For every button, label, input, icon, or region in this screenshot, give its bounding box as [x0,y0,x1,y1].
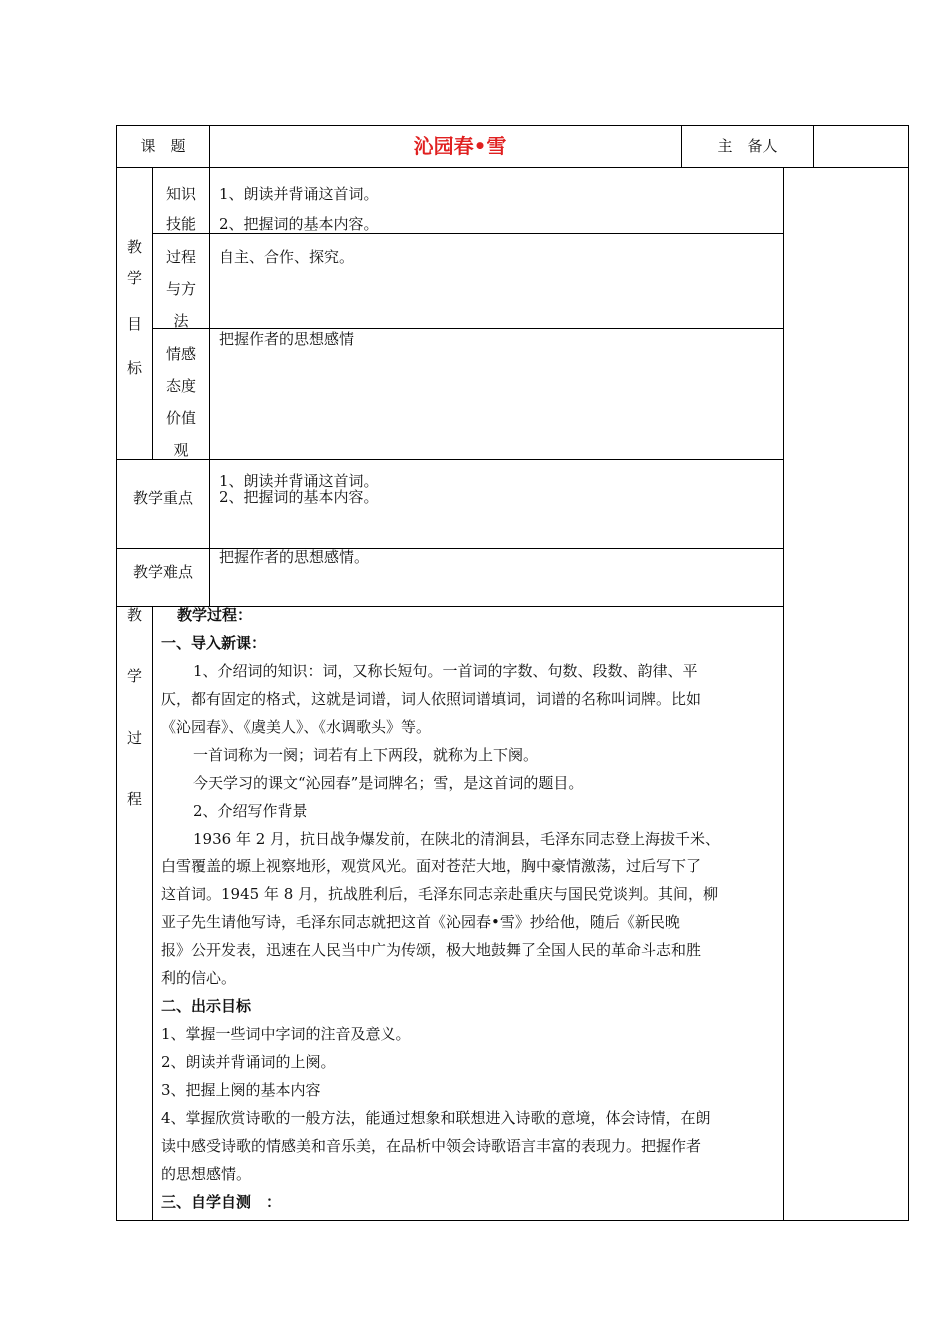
lesson-title: 沁园春•雪 [413,134,507,158]
process-heading: 教学过程： [177,606,253,624]
intro-paragraph: 今天学习的课文“沁园春”是词牌名；雪，是这首词的题目。 [193,774,584,792]
goal-item: 3、把握上阕的基本内容 [161,1081,321,1099]
knowledge-item: 1、朗读并背诵这首词。 [219,185,379,203]
process-label-char: 过 [126,729,142,747]
table-top-border [116,125,909,126]
process-method-label: 过程 [165,248,196,266]
difficulties-label: 教学难点 [132,563,193,581]
knowledge-label: 知识 [165,185,196,203]
goals-label-char: 目 [126,315,142,333]
intro-paragraph-line: 《沁园春》、《虞美人》、《水调歌头》等。 [161,718,432,736]
intro-paragraph-line: 仄，都有固定的格式，这就是词谱，词人依照词谱填词，词谱的名称叫词牌。比如 [161,690,702,708]
emotion-label: 态度 [165,377,196,395]
goals-label-char: 标 [126,359,142,377]
background-paragraph-line: 1936 年 2 月，抗日战争爆发前，在陕北的清涧县，毛泽东同志登上海拔千米、 [193,830,721,848]
background-paragraph-line: 报》公开发表，迅速在人民当中广为传颂，极大地鼓舞了全国人民的革命斗志和胜 [161,941,702,959]
keypoints-bottom-border [116,548,784,549]
intro-paragraph: 一首词称为一阕；词若有上下两段，就称为上下阕。 [193,746,539,764]
process-label-char: 程 [126,790,142,808]
process-method-label: 与方 [165,280,196,298]
goal-item-line: 4、掌握欣赏诗歌的一般方法，能通过想象和联想进入诗歌的意境，体会诗情，在朗 [161,1109,711,1127]
knowledge-item: 2、把握词的基本内容。 [219,215,379,233]
table-right-border [908,125,909,1221]
goal-item: 1、掌握一些词中字词的注音及意义。 [161,1025,411,1043]
goal-item: 2、朗读并背诵词的上阕。 [161,1053,336,1071]
goals-label-char: 学 [126,269,142,287]
emotion-label: 价值 [165,409,196,427]
process-label-char: 教 [126,606,142,624]
section-2-title: 二、出示目标 [161,997,252,1015]
goals-bottom-border [116,459,784,460]
intro-paragraph: 2、介绍写作背景 [193,802,308,820]
keypoints-item: 2、把握词的基本内容。 [219,488,379,506]
right-column-divider [783,167,784,1221]
table-bottom-border [116,1220,909,1221]
process-method-text: 自主、合作、探究。 [219,248,355,266]
difficulties-text: 把握作者的思想感情。 [219,548,370,566]
header-divider-3 [813,125,814,167]
background-paragraph-line: 这首词。1945 年 8 月，抗战胜利后，毛泽东同志亲赴重庆与国民党谈判。其间，柳 [161,885,719,903]
section-1-title: 一、导入新课： [161,634,267,652]
goal-item-line: 读中感受诗歌的情感美和音乐美，在品析中领会诗歌语言丰富的表现力。把握作者 [161,1137,702,1155]
process-label-divider [152,606,153,1221]
header-bottom-border [116,167,909,168]
process-method-label: 法 [173,312,189,330]
background-paragraph-line: 白雪覆盖的塬上视察地形，观赏风光。面对苍茫大地，胸中豪情激荡，过后写下了 [161,857,702,875]
process-label-char: 学 [126,667,142,685]
background-paragraph-line: 利的信心。 [161,969,237,987]
background-paragraph-line: 亚子先生请他写诗，毛泽东同志就把这首《沁园春•雪》抄给他，随后《新民晚 [161,913,680,931]
knowledge-label: 技能 [165,215,196,233]
goals-sublabel-divider-right [209,167,210,459]
goal-item-line: 的思想感情。 [161,1165,252,1183]
emotion-text: 把握作者的思想感情 [219,330,355,348]
emotion-label: 情感 [165,345,196,363]
goals-label-char: 教 [126,238,142,256]
keypoints-item: 1、朗读并背诵这首词。 [219,472,379,490]
keypoints-label: 教学重点 [132,489,193,507]
section-3-title: 三、自学自测 ： [161,1193,282,1211]
topic-label: 课 题 [140,137,186,155]
owner-label: 主 备人 [717,137,778,155]
emotion-label: 观 [173,441,189,459]
intro-paragraph-line: 1、介绍词的知识：词，又称长短句。一首词的字数、句数、段数、韵律、平 [193,662,698,680]
keypoints-divider [209,459,210,607]
